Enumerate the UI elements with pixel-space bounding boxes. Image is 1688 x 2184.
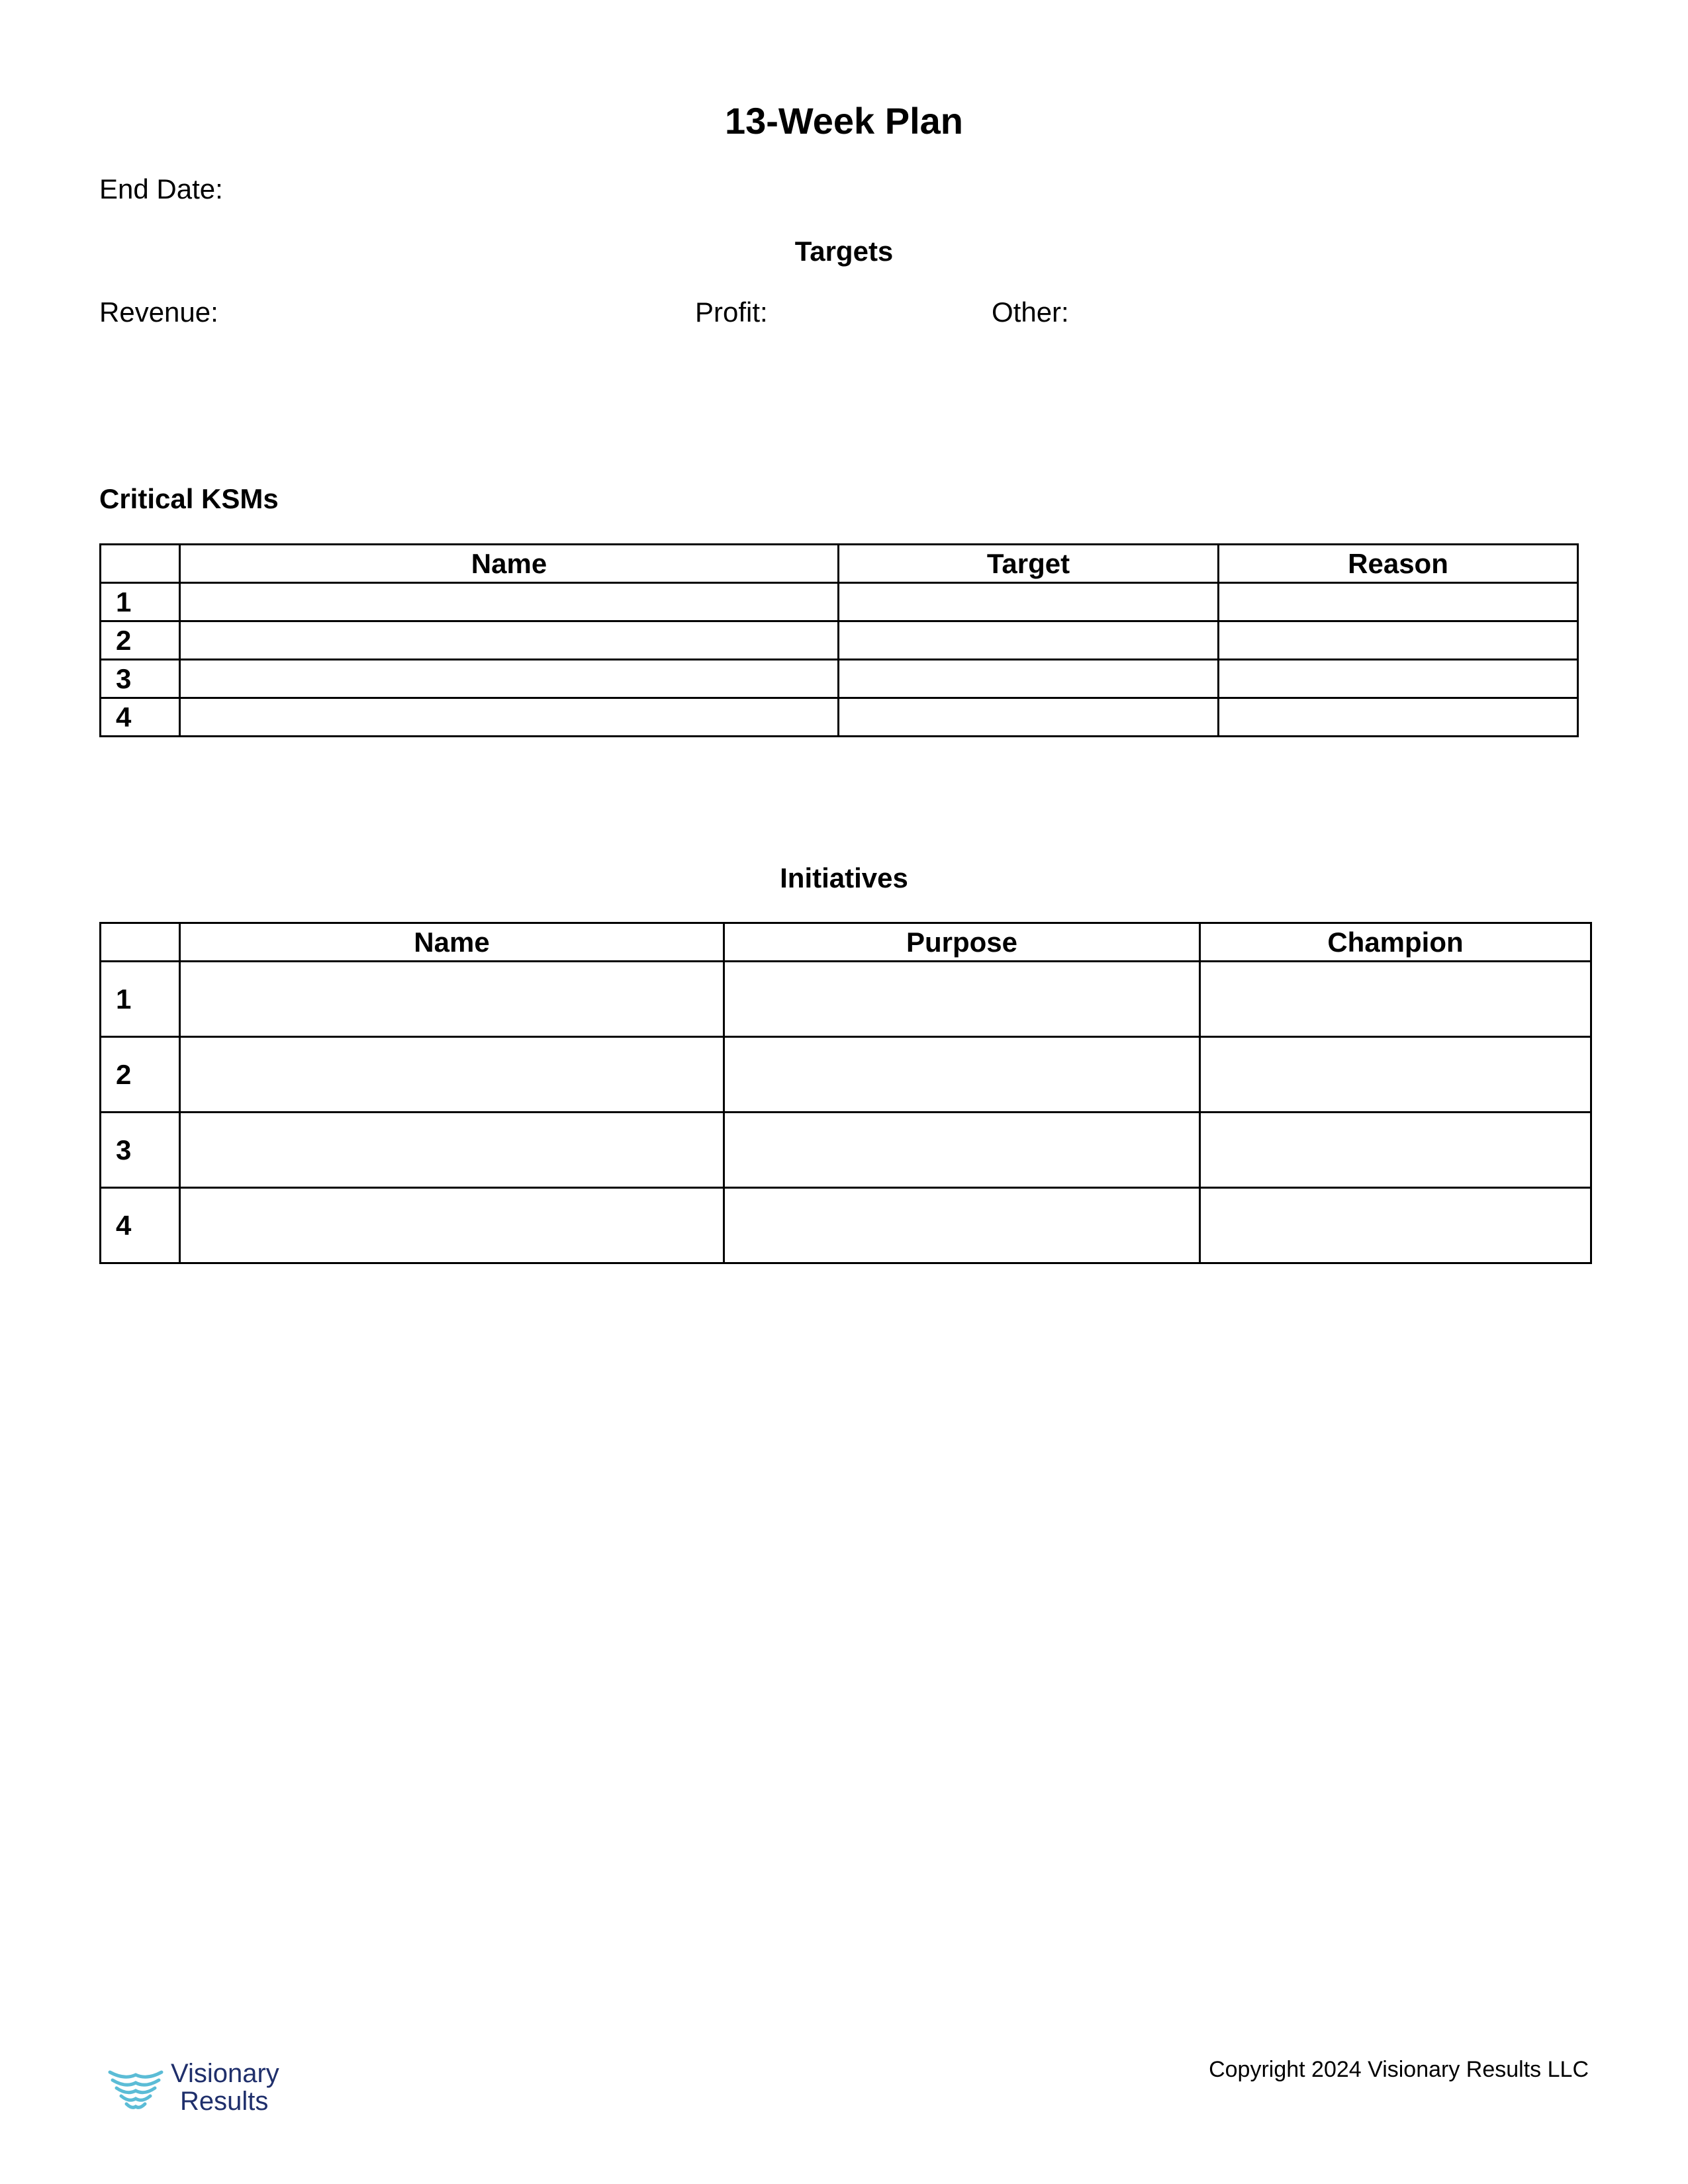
wave-logo-icon bbox=[106, 2058, 165, 2117]
name-cell[interactable] bbox=[180, 583, 839, 621]
name-cell[interactable] bbox=[180, 1113, 724, 1188]
name-cell[interactable] bbox=[180, 962, 724, 1037]
target-cell[interactable] bbox=[839, 583, 1219, 621]
column-header-purpose: Purpose bbox=[724, 923, 1200, 962]
row-number: 2 bbox=[101, 621, 180, 660]
table-row bbox=[101, 621, 1578, 660]
row-number: 1 bbox=[101, 583, 180, 621]
end-date-label: End Date: bbox=[99, 173, 223, 205]
critical-ksms-table bbox=[99, 543, 1579, 737]
row-number: 3 bbox=[101, 1113, 180, 1188]
initiatives-table bbox=[99, 922, 1592, 1264]
champion-cell[interactable] bbox=[1200, 1037, 1591, 1113]
table-header-row bbox=[101, 923, 1591, 962]
reason-cell[interactable] bbox=[1219, 698, 1578, 737]
name-cell[interactable] bbox=[180, 698, 839, 737]
target-cell[interactable] bbox=[839, 621, 1219, 660]
logo-text-line2: Results bbox=[180, 2087, 269, 2116]
column-header-champion: Champion bbox=[1200, 923, 1591, 962]
table-row bbox=[101, 698, 1578, 737]
table-row bbox=[101, 660, 1578, 698]
target-cell[interactable] bbox=[839, 698, 1219, 737]
column-header-index bbox=[101, 545, 180, 583]
purpose-cell[interactable] bbox=[724, 1188, 1200, 1263]
row-number: 2 bbox=[101, 1037, 180, 1113]
initiatives-heading: Initiatives bbox=[780, 862, 908, 893]
purpose-cell[interactable] bbox=[724, 962, 1200, 1037]
table-row bbox=[101, 962, 1591, 1037]
profit-label: Profit: bbox=[695, 296, 768, 328]
column-header-name: Name bbox=[180, 923, 724, 962]
logo-text-line1: Visionary bbox=[171, 2059, 279, 2088]
table-row bbox=[101, 1188, 1591, 1263]
critical-ksms-heading: Critical KSMs bbox=[99, 483, 279, 514]
page-title: 13-Week Plan bbox=[724, 100, 964, 142]
other-label: Other: bbox=[992, 296, 1069, 328]
row-number: 4 bbox=[101, 698, 180, 737]
table-header-row bbox=[101, 545, 1578, 583]
reason-cell[interactable] bbox=[1219, 583, 1578, 621]
reason-cell[interactable] bbox=[1219, 621, 1578, 660]
visionary-results-logo bbox=[106, 2054, 305, 2120]
champion-cell[interactable] bbox=[1200, 1113, 1591, 1188]
champion-cell[interactable] bbox=[1200, 962, 1591, 1037]
table-row bbox=[101, 1037, 1591, 1113]
table-row bbox=[101, 583, 1578, 621]
name-cell[interactable] bbox=[180, 1037, 724, 1113]
column-header-target: Target bbox=[839, 545, 1219, 583]
name-cell[interactable] bbox=[180, 621, 839, 660]
purpose-cell[interactable] bbox=[724, 1113, 1200, 1188]
table-row bbox=[101, 1113, 1591, 1188]
copyright-text: Copyright 2024 Visionary Results LLC bbox=[1209, 2057, 1589, 2082]
reason-cell[interactable] bbox=[1219, 660, 1578, 698]
name-cell[interactable] bbox=[180, 660, 839, 698]
target-cell[interactable] bbox=[839, 660, 1219, 698]
row-number: 1 bbox=[101, 962, 180, 1037]
targets-heading: Targets bbox=[794, 236, 894, 267]
column-header-reason: Reason bbox=[1219, 545, 1578, 583]
column-header-name: Name bbox=[180, 545, 839, 583]
purpose-cell[interactable] bbox=[724, 1037, 1200, 1113]
name-cell[interactable] bbox=[180, 1188, 724, 1263]
row-number: 3 bbox=[101, 660, 180, 698]
row-number: 4 bbox=[101, 1188, 180, 1263]
champion-cell[interactable] bbox=[1200, 1188, 1591, 1263]
column-header-index bbox=[101, 923, 180, 962]
revenue-label: Revenue: bbox=[99, 296, 218, 328]
